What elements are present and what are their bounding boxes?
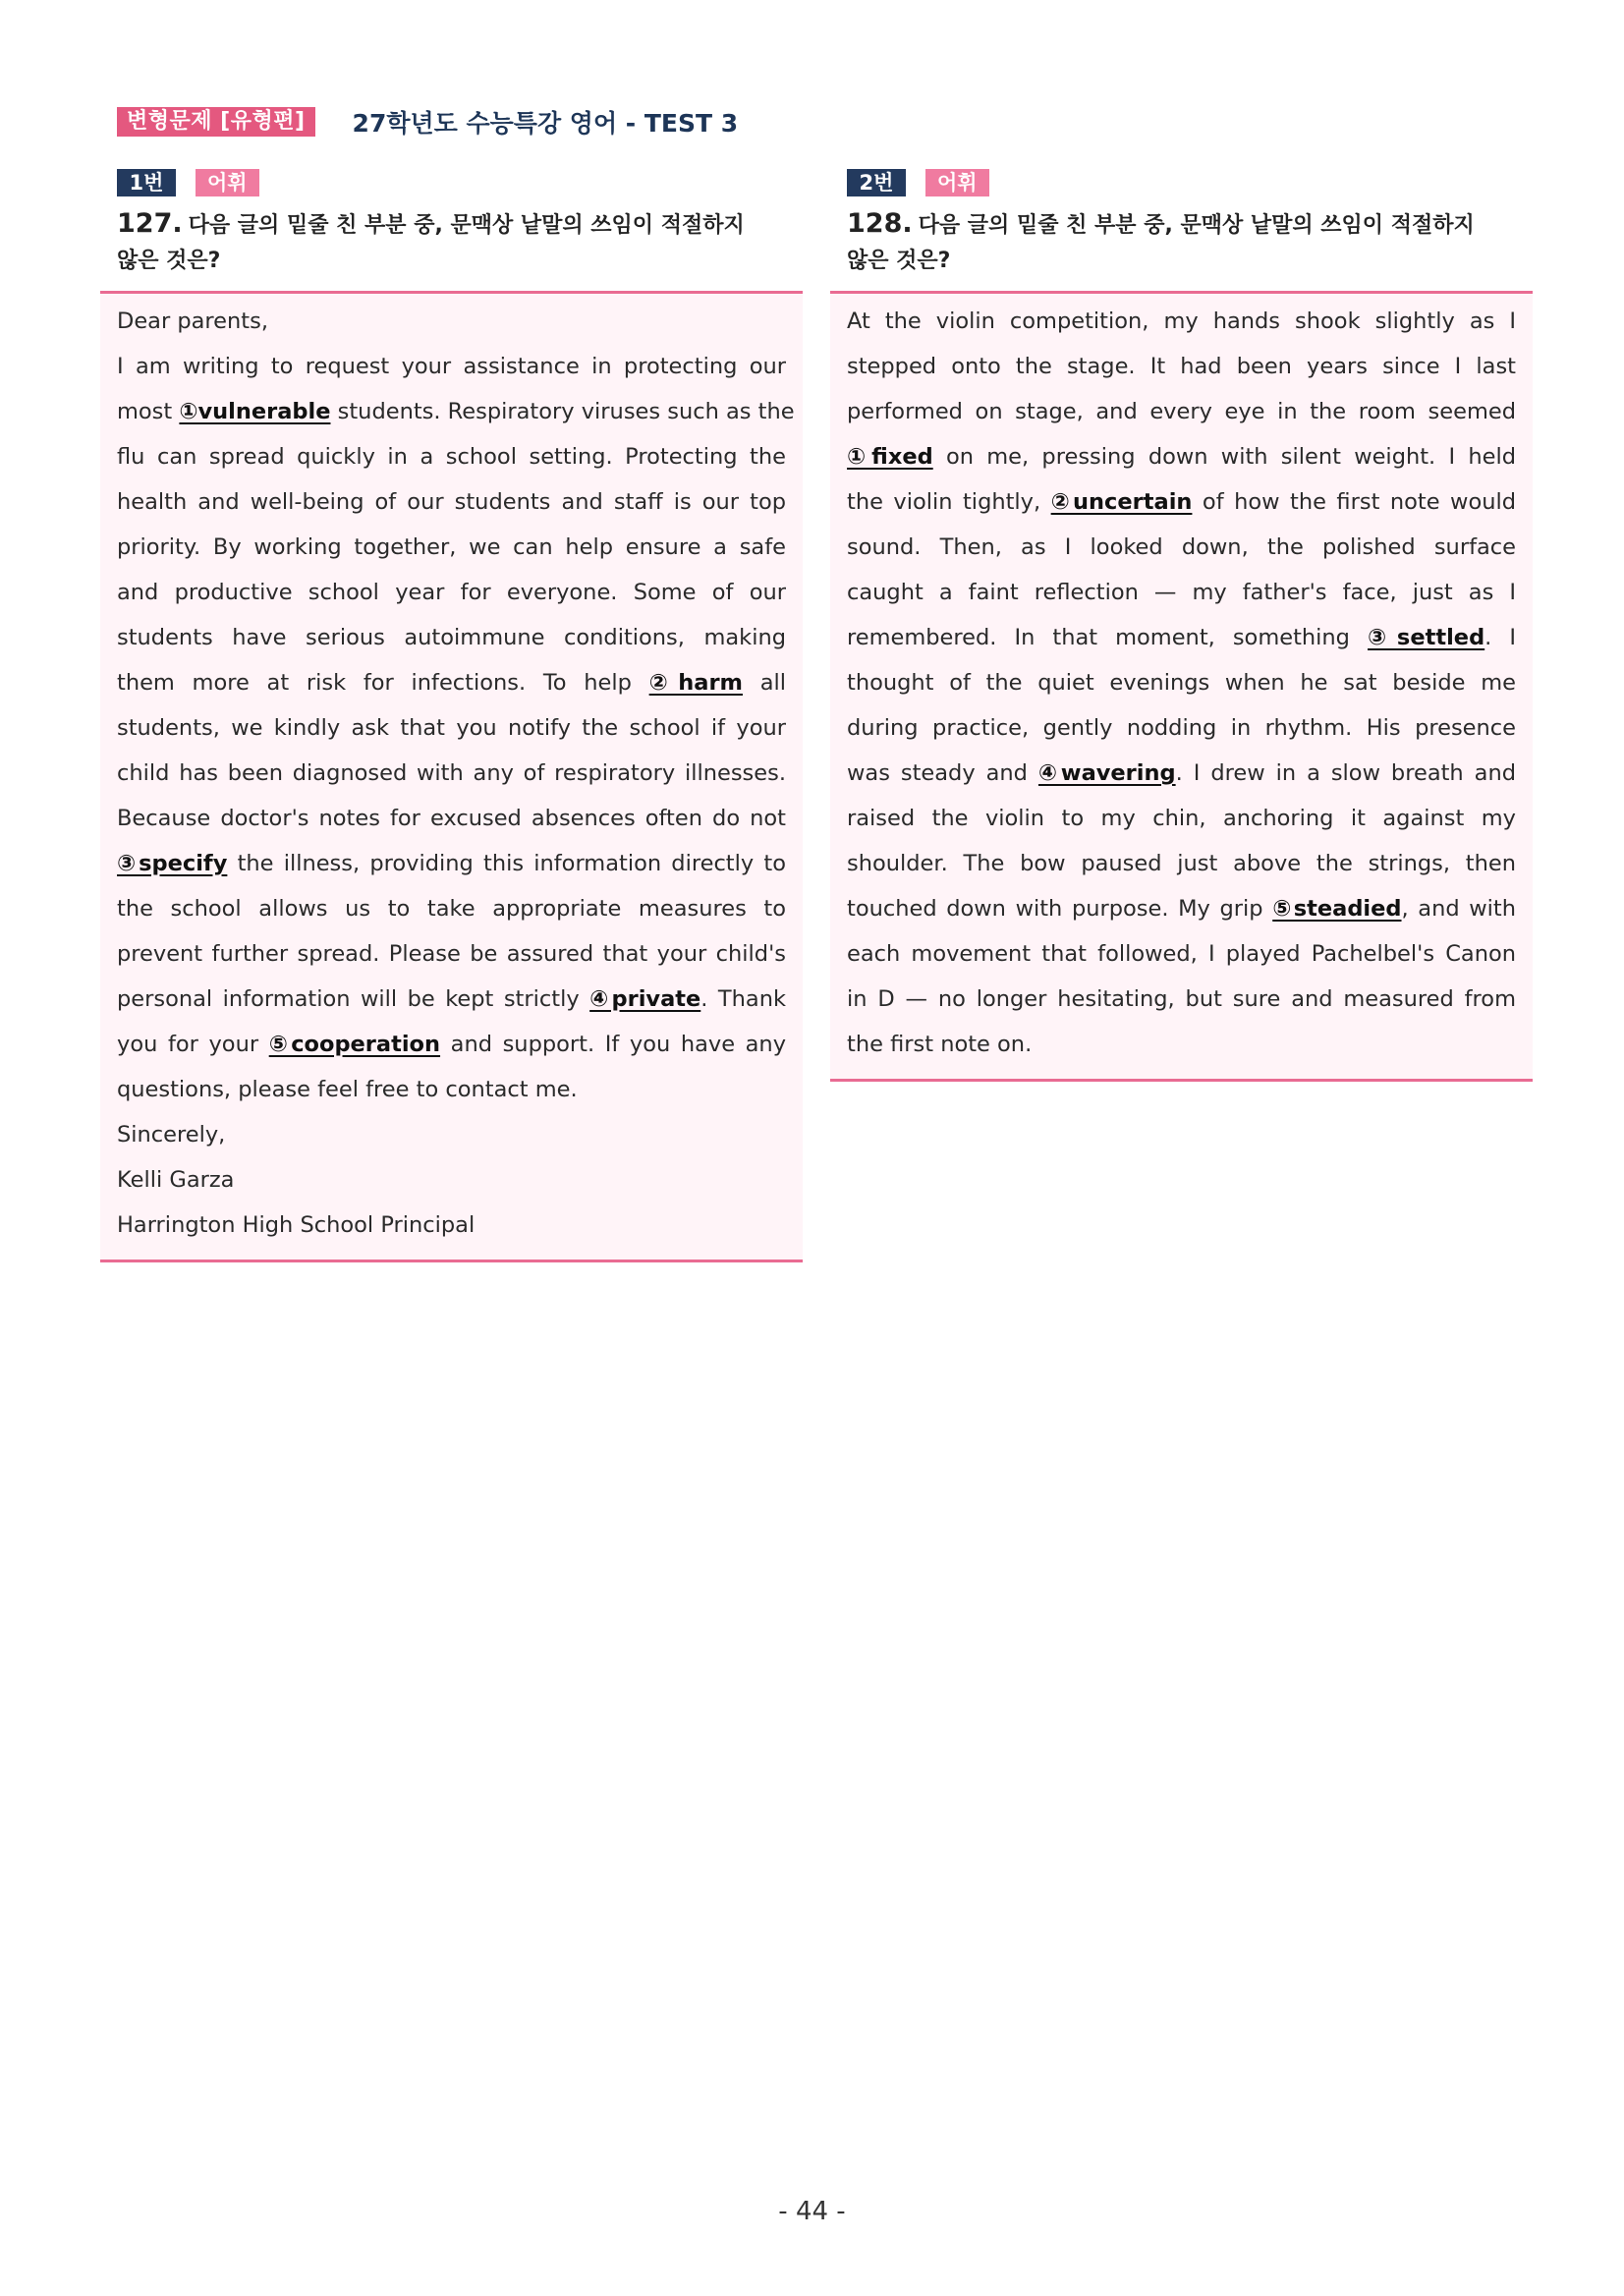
passage-text: I am writing to request your assistance in protecting our	[117, 354, 786, 379]
question-text-line1: 다음 글의 밑줄 친 부분 중, 문맥상 낱말의 쓰임이 적절하지	[918, 213, 1475, 238]
passage-line	[847, 796, 1516, 841]
passage-text: . I drew in a slow breath and	[1175, 760, 1516, 786]
passage-text: on me, pressing down with silent weight. I held	[932, 444, 1516, 470]
passage-text: raised the violin to my chin, anchoring it against my	[847, 806, 1516, 831]
passage-line	[847, 299, 1516, 344]
underlined-choice: ⑤cooperation	[268, 1032, 441, 1057]
passage-line	[117, 1203, 786, 1248]
question-number: 128.	[847, 208, 913, 239]
passage-line	[847, 479, 1516, 525]
passage-text: Because doctor's notes for excused absences often do not	[117, 806, 786, 831]
passage-line	[847, 751, 1516, 796]
passage-line	[117, 479, 786, 525]
passage-line	[847, 1022, 1516, 1067]
passage-text: the violin tightly,	[847, 489, 1051, 515]
passage-text: sound. Then, as I looked down, the polished surface	[847, 534, 1516, 560]
passage-text: and support. If you have any	[440, 1032, 787, 1057]
passage-text: of how the first note would	[1192, 489, 1517, 515]
passage-text: them more at risk for infections. To help	[117, 670, 649, 696]
passage-line	[117, 1157, 786, 1203]
passage-text: priority. By working together, we can help ensure a safe	[117, 534, 786, 560]
passage-text: . Thank	[700, 986, 786, 1012]
passage-text: remembered. In that moment, something	[847, 625, 1368, 650]
passage-line	[117, 977, 786, 1022]
variant-tag: 변형문제 [유형편]	[117, 107, 315, 137]
passage-line	[847, 886, 1516, 931]
passage-line	[117, 1067, 786, 1112]
passage-text: performed on stage, and every eye in the room seemed	[847, 399, 1516, 424]
question-127	[100, 169, 803, 1262]
passage-line	[117, 1022, 786, 1067]
underlined-choice: ①fixed	[847, 444, 933, 470]
underlined-choice: ④private	[589, 986, 701, 1012]
passage-line	[847, 931, 1516, 977]
passage-box	[100, 291, 803, 1262]
question-number-label: 2번	[847, 169, 906, 196]
passage-text: students, we kindly ask that you notify the school if your	[117, 715, 786, 741]
question-text-line1: 다음 글의 밑줄 친 부분 중, 문맥상 낱말의 쓰임이 적절하지	[188, 213, 745, 238]
passage-text: was steady and	[847, 760, 1038, 786]
passage-line	[117, 434, 786, 479]
passage-text: all	[742, 670, 786, 696]
passage-text: child has been diagnosed with any of respiratory illnesses.	[117, 760, 786, 786]
passage-line	[117, 389, 795, 434]
passage-line	[117, 1112, 786, 1157]
question-128	[830, 169, 1533, 1082]
passage-line	[117, 525, 786, 570]
passage-line	[117, 299, 786, 344]
passage-text: the first note on.	[847, 1032, 1033, 1057]
passage-text: flu can spread quickly in a school setting. Protecting the	[117, 444, 786, 470]
category-label: 어휘	[196, 169, 259, 196]
question-text-line2: 않은 것은?	[117, 249, 221, 273]
passage-text: Kelli Garza	[117, 1167, 235, 1193]
passage-line	[117, 660, 786, 705]
passage-text: health and well-being of our students and staff is our top	[117, 489, 786, 515]
question-number: 127.	[117, 208, 183, 239]
category-label: 어휘	[925, 169, 989, 196]
passage-line	[117, 751, 786, 796]
passage-line	[847, 389, 1516, 434]
passage-line	[847, 525, 1516, 570]
passage-line	[117, 796, 786, 841]
passage-line	[847, 570, 1516, 615]
passage-text: questions, please feel free to contact me.	[117, 1077, 578, 1102]
question-labels	[117, 169, 803, 196]
passage-line	[847, 841, 1516, 886]
passage-text: prevent further spread. Please be assured that your child's	[117, 941, 786, 967]
passage-text: touched down with purpose. My grip	[847, 896, 1273, 922]
passage-text: At the violin competition, my hands shook slightly as I	[847, 308, 1516, 334]
passage-line	[847, 977, 1516, 1022]
passage-text: during practice, gently nodding in rhythm. His presence	[847, 715, 1516, 741]
passage-text: stepped onto the stage. It had been years since I last	[847, 354, 1516, 379]
passage-text: the illness, providing this information directly to	[227, 851, 786, 876]
passage-text: and productive school year for everyone. Some of our	[117, 580, 786, 605]
passage-line	[117, 705, 786, 751]
passage-text: . I	[1484, 625, 1516, 650]
question-prompt	[117, 206, 786, 277]
passage-text: caught a faint reflection — my father's face, just as I	[847, 580, 1516, 605]
passage-box	[830, 291, 1533, 1082]
question-prompt	[847, 206, 1516, 277]
page-number: - 44 -	[778, 2197, 846, 2226]
passage-text: personal information will be kept strictly	[117, 986, 590, 1012]
passage-line	[117, 570, 786, 615]
passage-text: the school allows us to take appropriate measures to	[117, 896, 786, 922]
passage-line	[117, 344, 786, 389]
passage-text: shoulder. The bow paused just above the strings, then	[847, 851, 1516, 876]
underlined-choice: ①vulnerable	[179, 399, 331, 424]
passage-line	[847, 615, 1516, 660]
underlined-choice: ⑤steadied	[1272, 896, 1402, 922]
passage-line	[847, 344, 1516, 389]
passage-text: thought of the quiet evenings when he sat beside me	[847, 670, 1516, 696]
passage-text: Dear parents,	[117, 308, 268, 334]
passage-text: students. Respiratory viruses such as the	[330, 399, 795, 424]
question-text-line2: 않은 것은?	[847, 249, 951, 273]
passage-line	[847, 660, 1516, 705]
passage-line	[117, 931, 786, 977]
page-header	[117, 104, 738, 140]
passage-text: in D — no longer hesitating, but sure and measured from	[847, 986, 1516, 1012]
passage-text: Harrington High School Principal	[117, 1212, 476, 1238]
passage-text: , and with	[1401, 896, 1516, 922]
passage-text: you for your	[117, 1032, 269, 1057]
passage-text: students have serious autoimmune conditions, making	[117, 625, 786, 650]
passage-text: Sincerely,	[117, 1122, 226, 1148]
passage-text: each movement that followed, I played Pachelbel's Canon	[847, 941, 1516, 967]
underlined-choice: ②harm	[648, 670, 743, 696]
question-labels	[847, 169, 1533, 196]
passage-line	[847, 434, 1516, 479]
passage-line	[117, 615, 786, 660]
passage-line	[117, 841, 786, 886]
question-number-label: 1번	[117, 169, 176, 196]
passage-line	[847, 705, 1516, 751]
underlined-choice: ③specify	[117, 851, 228, 876]
page-title: 27학년도 수능특강 영어 - TEST 3	[352, 109, 739, 138]
underlined-choice: ②uncertain	[1050, 489, 1193, 515]
passage-text: most	[117, 399, 180, 424]
underlined-choice: ③settled	[1368, 625, 1485, 650]
passage-line	[117, 886, 786, 931]
underlined-choice: ④wavering	[1037, 760, 1176, 786]
